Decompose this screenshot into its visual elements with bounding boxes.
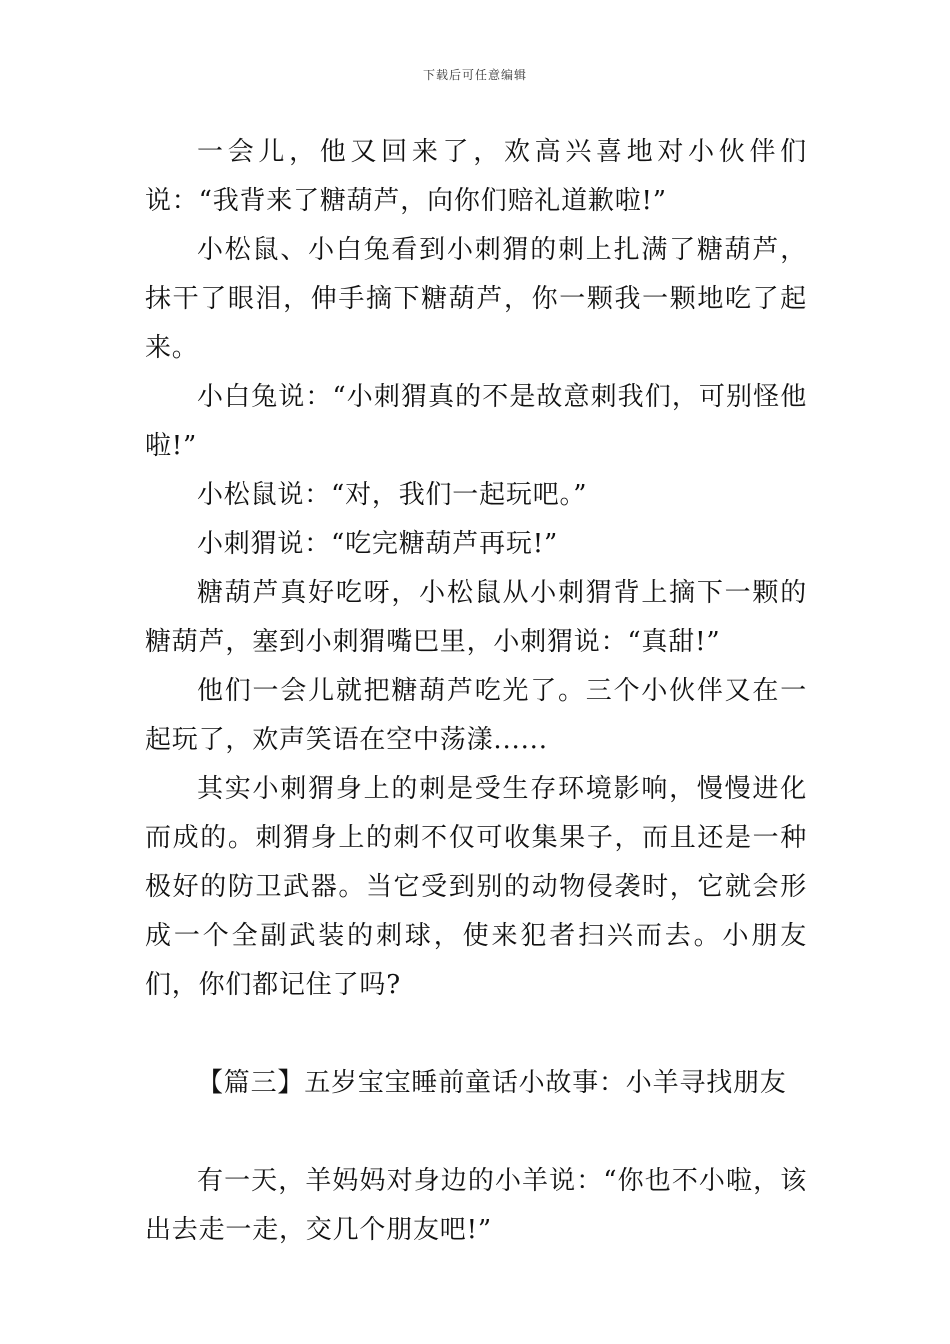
paragraph: 小刺猬说：“吃完糖葫芦再玩!”	[197, 529, 559, 559]
section-heading: 【篇三】五岁宝宝睡前童话小故事：小羊寻找朋友	[197, 1068, 787, 1098]
paragraph: 其实小刺猬身上的刺是受生存环境影响，慢慢进化而成的。刺猬身上的刺不仅可收集果子，而且还是一种极好的防卫武器。当它受到别的动物侵袭时，它就会形成一个全副武装的刺球，使来犯者扫兴而去。小朋友们，你们都记住了吗?	[145, 774, 807, 1000]
paragraph: 小松鼠说：“对，我们一起玩吧。”	[197, 480, 588, 510]
page-header: 下载后可任意编辑	[422, 68, 527, 82]
paragraph: 小白兔说：“小刺猬真的不是故意刺我们，可别怪他啦!”	[145, 382, 807, 461]
paragraph: 小松鼠、小白兔看到小刺猬的刺上扎满了糖葫芦，抹干了眼泪，伸手摘下糖葫芦，你一颗我一颗地吃了起来。	[145, 235, 807, 363]
paragraph: 糖葫芦真好吃呀，小松鼠从小刺猬背上摘下一颗的糖葫芦，塞到小刺猬嘴巴里，小刺猬说：“真甜!”	[145, 578, 807, 657]
paragraph: 一会儿，他又回来了，欢高兴喜地对小伙伴们说：“我背来了糖葫芦，向你们赔礼道歉啦!”	[145, 137, 807, 216]
paragraph: 有一天，羊妈妈对身边的小羊说：“你也不小啦，该出去走一走，交几个朋友吧!”	[145, 1166, 807, 1245]
paragraph: 他们一会儿就把糖葫芦吃光了。三个小伙伴又在一起玩了，欢声笑语在空中荡漾......	[145, 676, 807, 755]
document-body	[145, 128, 807, 1255]
